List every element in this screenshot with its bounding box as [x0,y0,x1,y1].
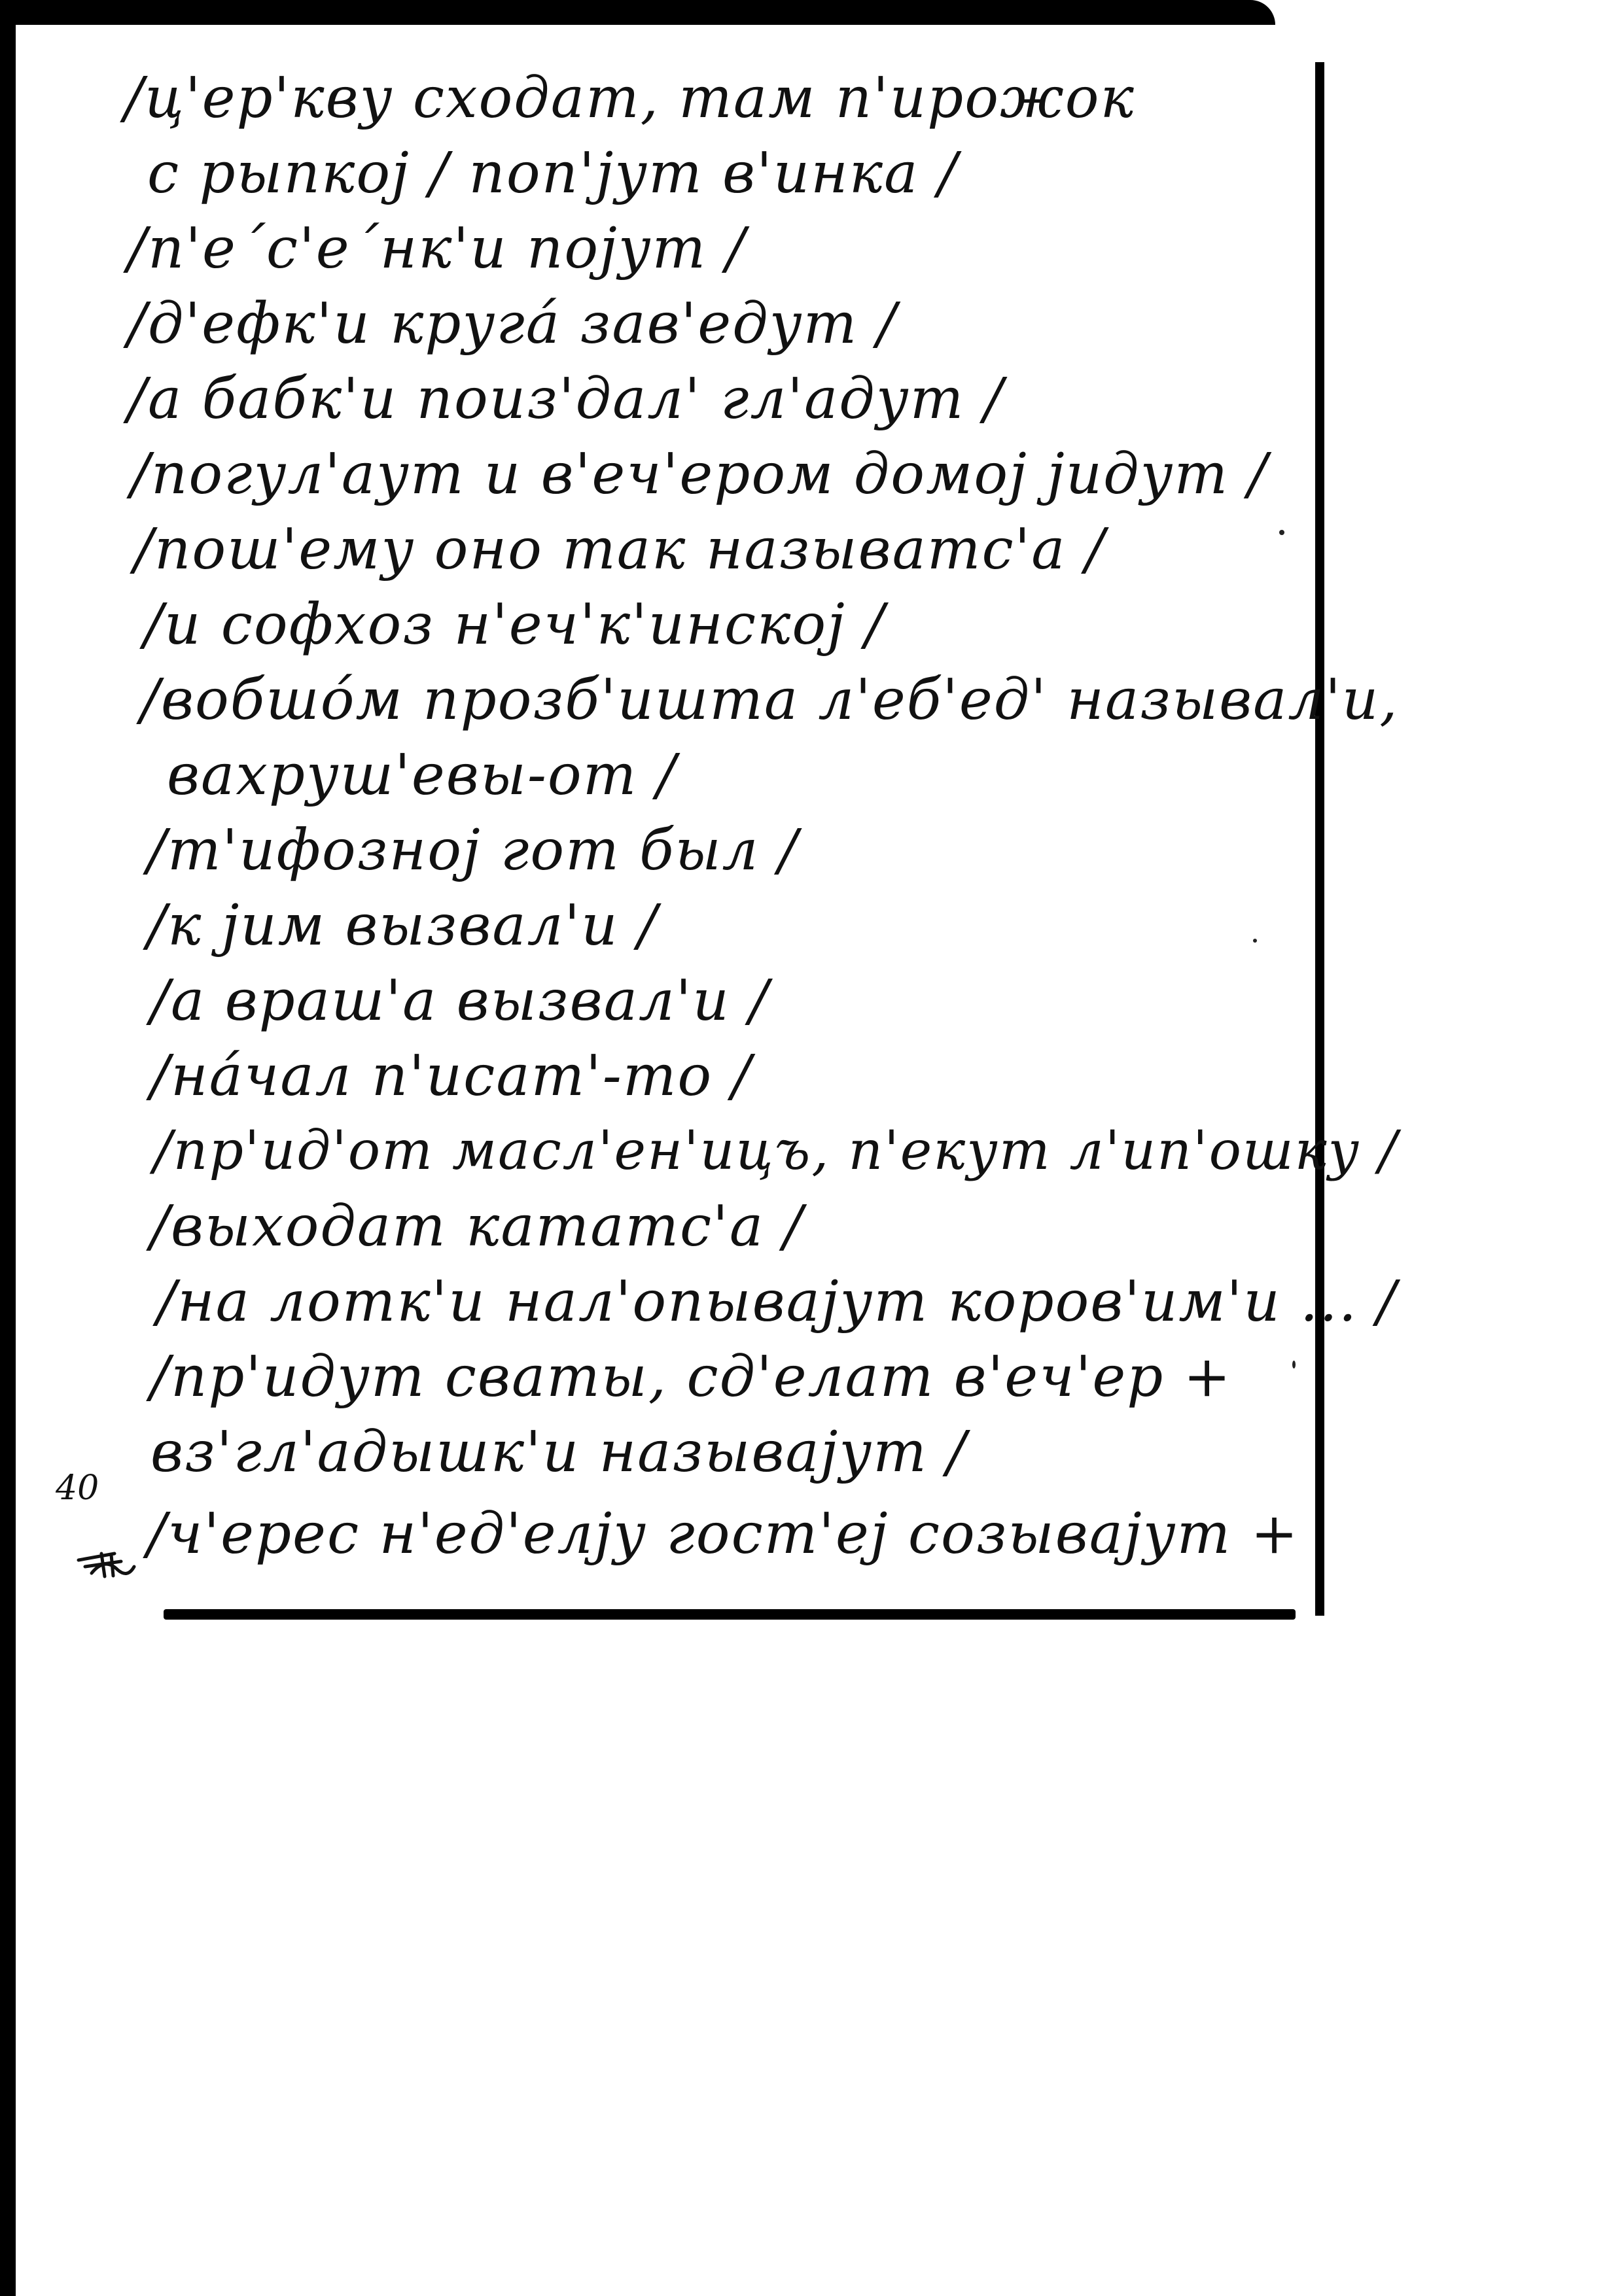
text-line-13: /а враш'а вызвал'и / [150,968,770,1034]
text-line-20: /ч'ерес н'ед'елjу гост'еj созываjут + [147,1501,1299,1567]
text-line-16: /выходат кататс'а / [150,1194,804,1259]
text-line-1: /ц'ер'кву сходат, там п'ирожок [124,65,1135,131]
text-line-2: с рыпкоj / поп'jут в'инка / [147,141,959,206]
text-line-12: /к jим вызвал'и / [147,893,658,958]
margin-page-number: 40 [56,1469,99,1508]
text-line-4: /д'ефк'и круга́ зав'едут / [128,291,898,357]
text-line-10: вахруш'евы-от / [167,742,677,808]
scribble-mark [75,1547,137,1580]
text-line-17: /на лотк'и нал'опываjут коров'им'и ... / [157,1269,1398,1334]
text-line-9: /вобшо́м прозб'ишта л'еб'ед' называл'и, [141,667,1399,733]
text-line-14: /на́чал п'исат'-то / [150,1043,752,1109]
speck-3 [1292,1361,1296,1368]
speck-1 [1279,530,1284,535]
text-line-19: вз'гл'адышк'и называjут / [150,1419,968,1485]
text-line-7: /пош'ему оно так называтс'а / [134,517,1106,582]
text-line-8: /и софхоз н'еч'к'инскоj / [144,592,886,657]
text-line-15: /пр'ид'от масл'ен'ицъ, п'екут л'ип'ошку / [154,1120,1398,1182]
text-line-11: /т'ифозноj гот был / [147,818,799,883]
text-line-3: /п'е´с'е´нк'и поjут / [128,216,747,281]
text-line-18: /пр'идут сваты, сд'елат в'еч'ер + [150,1344,1232,1410]
text-line-6: /погул'аут и в'еч'ером домоj jидут / [131,442,1269,507]
speck-2 [1253,939,1257,943]
text-line-5: /а бабк'и поиз'дал' гл'адут / [128,366,1004,432]
